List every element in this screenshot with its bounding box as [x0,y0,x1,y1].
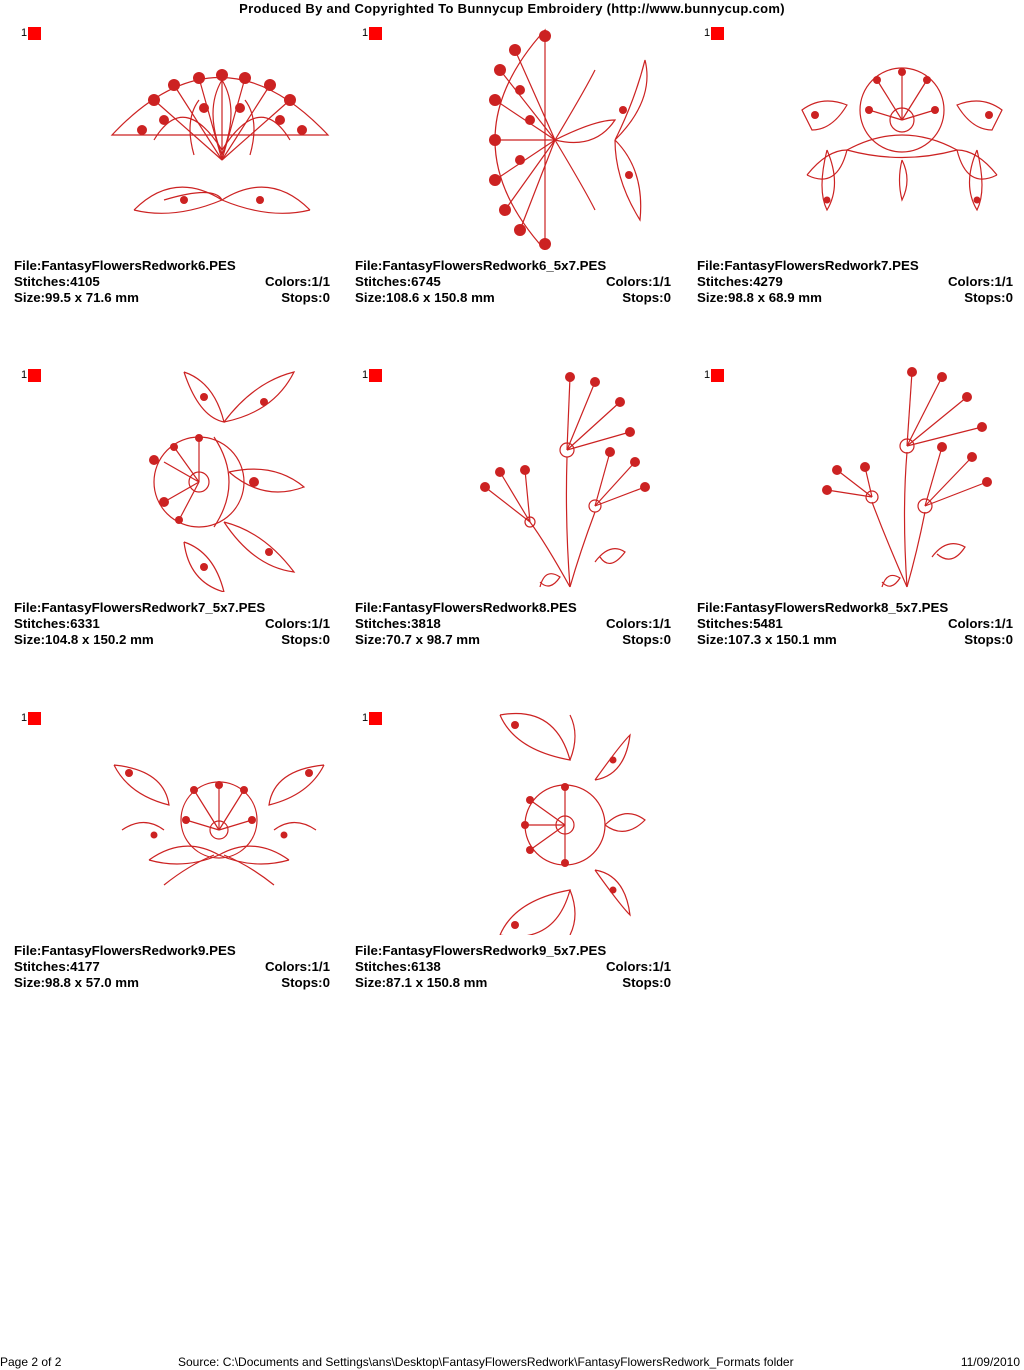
size-label: Size:104.8 x 150.2 mm [14,632,154,647]
stops-label: Stops:0 [281,975,330,990]
design-info [697,258,1013,306]
page-header: Produced By and Copyrighted To Bunnycup Embroidery (http://www.bunnycup.com) [239,1,785,16]
design-info [14,943,330,991]
design-info [355,600,671,648]
color-number: 1 [704,27,711,39]
design-preview-round-flower-with-fans [697,0,1013,250]
design-preview-vertical-border [355,685,671,935]
color-number: 1 [362,27,369,39]
design-card [355,685,671,990]
stops-label: Stops:0 [281,632,330,647]
source-path: Source: C:\Documents and Settings\ans\Desktop\FantasyFlowersRedwork\FantasyFlowersRedwork_Formats folder [178,1355,794,1369]
size-label: Size:70.7 x 98.7 mm [355,632,480,647]
file-label: File:FantasyFlowersRedwork6_5x7.PES [355,258,607,273]
stitches-label: Stitches:4177 [14,959,100,974]
file-label: File:FantasyFlowersRedwork8_5x7.PES [697,600,949,615]
design-info [14,600,330,648]
size-label: Size:108.6 x 150.8 mm [355,290,495,305]
design-card [14,0,330,305]
color-number: 1 [362,369,369,381]
file-label: File:FantasyFlowersRedwork6.PES [14,258,236,273]
design-card [355,0,671,305]
stops-label: Stops:0 [281,290,330,305]
size-label: Size:87.1 x 150.8 mm [355,975,488,990]
stitches-label: Stitches:6745 [355,274,441,289]
stops-label: Stops:0 [622,632,671,647]
stitches-label: Stitches:4105 [14,274,100,289]
stitches-label: Stitches:6331 [14,616,100,631]
stitches-label: Stitches:6138 [355,959,441,974]
stops-label: Stops:0 [622,975,671,990]
color-number: 1 [21,712,28,724]
design-preview-wide-border [14,685,330,935]
design-card [697,342,1013,647]
file-label: File:FantasyFlowersRedwork7_5x7.PES [14,600,266,615]
design-info [355,258,671,306]
color-number: 1 [21,369,28,381]
design-card [697,0,1013,305]
stitches-label: Stitches:5481 [697,616,783,631]
size-label: Size:107.3 x 150.1 mm [697,632,837,647]
design-card [355,342,671,647]
stops-label: Stops:0 [964,290,1013,305]
color-number: 1 [704,369,711,381]
color-number: 1 [21,27,28,39]
colors-label: Colors:1/1 [605,274,671,289]
file-label: File:FantasyFlowersRedwork8.PES [355,600,577,615]
color-number: 1 [362,712,369,724]
design-info [697,600,1013,648]
stitches-label: Stitches:3818 [355,616,441,631]
design-preview-dandelion-stems [355,342,671,592]
file-label: File:FantasyFlowersRedwork9.PES [14,943,236,958]
design-preview-half-fan-vertical [355,0,671,250]
design-info [14,258,330,306]
size-label: Size:98.8 x 57.0 mm [14,975,139,990]
colors-label: Colors:1/1 [605,616,671,631]
design-preview-flower-with-leaves-vertical [14,342,330,592]
file-label: File:FantasyFlowersRedwork7.PES [697,258,919,273]
design-card [14,342,330,647]
size-label: Size:98.8 x 68.9 mm [697,290,822,305]
stops-label: Stops:0 [622,290,671,305]
colors-label: Colors:1/1 [264,959,330,974]
stitches-label: Stitches:4279 [697,274,783,289]
design-preview-fan-lotus [14,0,330,250]
size-label: Size:99.5 x 71.6 mm [14,290,139,305]
file-label: File:FantasyFlowersRedwork9_5x7.PES [355,943,607,958]
page-number: Page 2 of 2 [0,1355,62,1369]
design-card [14,685,330,990]
design-info [355,943,671,991]
colors-label: Colors:1/1 [264,616,330,631]
print-date: 11/09/2010 [960,1355,1020,1369]
colors-label: Colors:1/1 [947,274,1013,289]
design-preview-dandelion-stems-large [697,342,1013,592]
stops-label: Stops:0 [964,632,1013,647]
colors-label: Colors:1/1 [605,959,671,974]
colors-label: Colors:1/1 [947,616,1013,631]
colors-label: Colors:1/1 [264,274,330,289]
